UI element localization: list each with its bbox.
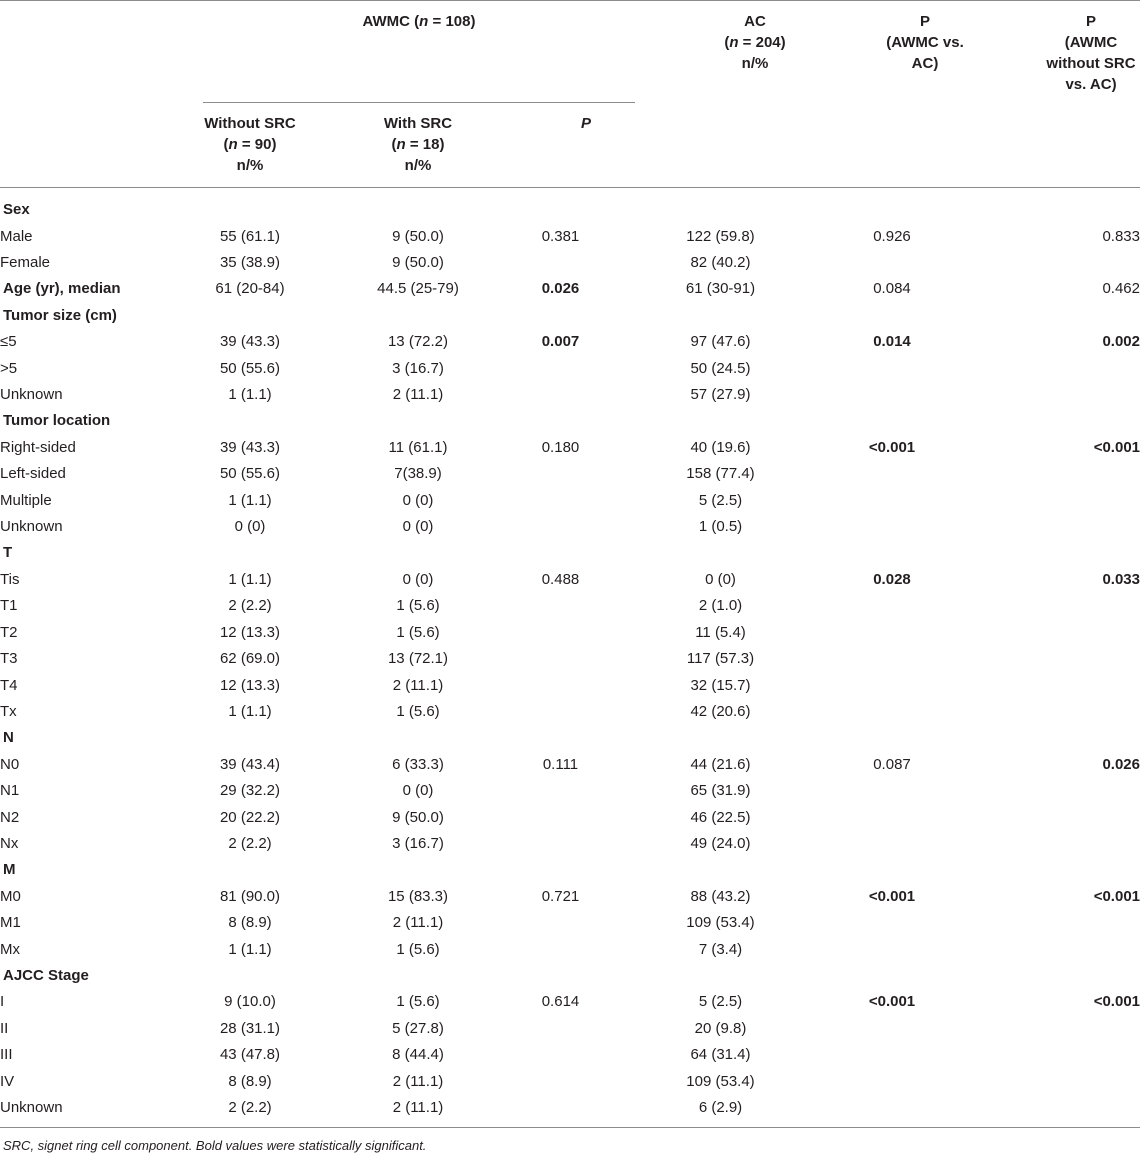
cell-p-awmc-without-src-vs-ac: <0.001 [1093,887,1140,905]
cell-without-src [175,197,325,223]
cell-ac: 158 (77.4) [686,465,755,483]
cell-p-awmc-without-src-vs-ac [953,963,1140,989]
cell-p [511,963,610,989]
cell-p-awmc-vs-ac [831,514,953,540]
cell-with-src: 7(38.9) [394,465,442,483]
cell-p-awmc-vs-ac: 0.926 [873,227,911,245]
cell-label: Unknown [0,386,63,404]
cell-p [511,408,610,434]
table-row [0,197,1140,223]
cell-with-src: 2 (11.1) [392,676,444,694]
cell-label: III [0,1046,13,1064]
cell-without-src [175,857,325,883]
cell-without-src: 1 (1.1) [228,386,272,404]
cell-p [511,699,610,725]
bottom-rule [0,1127,1140,1128]
table-row [0,435,1140,461]
cell-p [511,910,610,936]
cell-with-src: 8 (44.4) [392,1046,444,1064]
cell-ac: 6 (2.9) [698,1099,743,1117]
cell-p-awmc-without-src-vs-ac: 0.033 [1102,570,1140,588]
cell-p [511,646,610,672]
cell-label: M [3,861,16,879]
cell-p-awmc-vs-ac [831,699,953,725]
cell-p-awmc-without-src-vs-ac [953,303,1140,329]
cell-with-src: 44.5 (25-79) [377,280,459,298]
header-rule [0,187,1140,188]
table-row [0,355,1140,381]
cell-ac [610,963,831,989]
cell-ac: 57 (27.9) [690,386,751,404]
cell-ac: 2 (1.0) [698,597,743,615]
cell-p-awmc-without-src-vs-ac [953,699,1140,725]
cell-label: N [3,729,14,747]
cell-with-src: 1 (5.6) [396,940,440,958]
cell-label: I [0,993,5,1011]
table-row [0,699,1140,725]
cell-label: Left-sided [0,465,66,483]
cell-p-awmc-without-src-vs-ac [953,672,1140,698]
cell-label: Sex [3,201,30,219]
cell-without-src: 8 (8.9) [228,1072,272,1090]
cell-label: Tumor location [3,412,111,430]
cell-p [511,1042,610,1068]
cell-p-awmc-without-src-vs-ac [953,936,1140,962]
cell-p [511,514,610,540]
cell-p-awmc-without-src-vs-ac [953,620,1140,646]
table-row [0,593,1140,619]
cell-without-src [175,303,325,329]
cell-without-src: 2 (2.2) [228,597,272,615]
cell-p-awmc-without-src-vs-ac [953,646,1140,672]
cell-p-awmc-without-src-vs-ac [953,1068,1140,1094]
table-row [0,487,1140,513]
cell-p [511,461,610,487]
cell-without-src: 9 (10.0) [224,993,276,1011]
cell-p [511,197,610,223]
cell-ac: 49 (24.0) [690,834,751,852]
table-row [0,963,1140,989]
header-p-awmc-without-src-vs-ac: P (AWMC without SRC vs. AC) [1046,13,1136,93]
cell-ac: 50 (24.5) [690,359,751,377]
cell-with-src: 2 (11.1) [392,1072,444,1090]
table-row [0,672,1140,698]
cell-with-src: 3 (16.7) [392,834,444,852]
cell-label: Unknown [0,518,63,536]
cell-without-src: 39 (43.4) [219,755,281,773]
cell-label: AJCC Stage [3,966,89,984]
table-row [0,514,1140,540]
cell-p-awmc-without-src-vs-ac [953,461,1140,487]
cell-without-src: 20 (22.2) [219,808,281,826]
cell-ac: 109 (53.4) [686,914,755,932]
cell-p-awmc-without-src-vs-ac: <0.001 [1093,993,1140,1011]
cell-ac [610,303,831,329]
cell-p-awmc-without-src-vs-ac [953,487,1140,513]
cell-p [511,1095,610,1121]
cell-ac: 97 (47.6) [690,333,751,351]
cell-with-src [325,857,511,883]
cell-with-src: 0 (0) [402,570,434,588]
table-row [0,1016,1140,1042]
cell-ac [610,857,831,883]
cell-p [511,1016,610,1042]
cell-without-src: 28 (31.1) [219,1019,281,1037]
cell-without-src: 39 (43.3) [219,333,281,351]
cell-p: 0.381 [541,227,580,245]
cell-with-src [325,197,511,223]
cell-label: N0 [0,755,20,773]
cell-ac: 0 (0) [705,570,736,588]
cell-p-awmc-without-src-vs-ac [953,250,1140,276]
cell-p-awmc-without-src-vs-ac [953,593,1140,619]
top-rule [0,0,1140,1]
cell-with-src: 1 (5.6) [396,597,440,615]
table-row [0,223,1140,249]
cell-label: Tx [0,702,17,720]
cell-label: M1 [0,914,21,932]
footnote: SRC, signet ring cell component. Bold values were statistically significant. [3,1138,427,1153]
cell-p-awmc-vs-ac [831,778,953,804]
cell-p-awmc-without-src-vs-ac [953,804,1140,830]
table-row [0,884,1140,910]
cell-p-awmc-vs-ac [831,804,953,830]
cell-p-awmc-without-src-vs-ac [953,910,1140,936]
cell-ac [610,197,831,223]
header-without-src: Without SRC (n = 90) n/% [204,115,296,174]
cell-p-awmc-vs-ac: <0.001 [868,438,916,456]
cell-p-awmc-without-src-vs-ac: 0.002 [1102,333,1140,351]
cell-p-awmc-without-src-vs-ac [953,540,1140,566]
cell-with-src [325,540,511,566]
cell-label: Right-sided [0,438,76,456]
cell-p: 0.180 [541,438,580,456]
cell-p-awmc-vs-ac [831,620,953,646]
table-row [0,303,1140,329]
cell-with-src [325,408,511,434]
header-with-src: With SRC (n = 18) n/% [383,115,453,174]
cell-p-awmc-vs-ac [831,1016,953,1042]
cell-with-src: 2 (11.1) [392,914,444,932]
cell-ac: 109 (53.4) [686,1072,755,1090]
cell-ac: 7 (3.4) [698,940,743,958]
cell-ac: 46 (22.5) [690,808,751,826]
cell-without-src: 1 (1.1) [228,940,272,958]
table-row [0,857,1140,883]
table-row [0,540,1140,566]
cell-p-awmc-without-src-vs-ac [953,514,1140,540]
cell-ac: 11 (5.4) [695,623,746,641]
cell-label: Unknown [0,1099,63,1117]
cell-label: IV [0,1072,15,1090]
cell-with-src [325,303,511,329]
cell-ac: 82 (40.2) [690,254,751,272]
cell-ac: 32 (15.7) [690,676,751,694]
cell-without-src: 50 (55.6) [219,465,281,483]
cell-ac [610,540,831,566]
cell-label: Multiple [0,491,52,509]
cell-ac: 61 (30-91) [685,280,756,298]
table-row [0,382,1140,408]
cell-p-awmc-without-src-vs-ac [953,778,1140,804]
cell-label: Tumor size (cm) [3,306,117,324]
cell-p-awmc-vs-ac [831,646,953,672]
cell-p [511,831,610,857]
cell-without-src: 61 (20-84) [215,280,285,298]
cell-with-src: 9 (50.0) [392,808,444,826]
cell-p-awmc-without-src-vs-ac [953,857,1140,883]
cell-label: N2 [0,808,20,826]
cell-with-src: 5 (27.8) [392,1019,444,1037]
cell-p [511,540,610,566]
cell-ac: 122 (59.8) [686,227,755,245]
cell-p: 0.614 [541,993,580,1011]
cell-without-src: 81 (90.0) [219,887,281,905]
cell-p-awmc-vs-ac: 0.028 [873,570,911,588]
header-p-awmc-vs-ac: P (AWMC vs. AC) [886,13,964,72]
cell-p-awmc-vs-ac [831,963,953,989]
cell-label: Male [0,227,33,245]
cell-p: 0.007 [541,333,580,351]
cell-label: N1 [0,782,20,800]
cell-label: ≤5 [0,333,17,351]
cell-without-src: 1 (1.1) [228,702,272,720]
cell-label: T3 [0,650,18,668]
cell-ac: 42 (20.6) [690,702,751,720]
cell-p-awmc-vs-ac: <0.001 [868,887,916,905]
cell-p-awmc-vs-ac [831,936,953,962]
cell-p-awmc-vs-ac [831,408,953,434]
cell-ac: 40 (19.6) [690,438,751,456]
cell-with-src: 1 (5.6) [396,623,440,641]
table-row [0,329,1140,355]
cell-label: T1 [0,597,18,615]
table-row [0,620,1140,646]
cell-with-src [325,725,511,751]
cell-ac [610,408,831,434]
cell-p-awmc-without-src-vs-ac [953,355,1140,381]
table-row [0,250,1140,276]
cell-p-awmc-without-src-vs-ac [953,725,1140,751]
cell-p-awmc-vs-ac [831,672,953,698]
table-row [0,1068,1140,1094]
cell-with-src: 13 (72.1) [387,650,449,668]
table-row [0,752,1140,778]
cell-without-src: 12 (13.3) [219,623,281,641]
cell-label: Age (yr), median [3,280,121,298]
cell-ac: 5 (2.5) [698,491,743,509]
cell-with-src: 2 (11.1) [392,386,444,404]
cell-p [511,250,610,276]
cell-label: >5 [0,359,18,377]
cell-p-awmc-without-src-vs-ac [953,1016,1140,1042]
cell-p [511,804,610,830]
cell-p-awmc-without-src-vs-ac [953,197,1140,223]
cell-with-src [325,963,511,989]
cell-p [511,382,610,408]
cell-p [511,725,610,751]
awmc-subrule [203,102,635,103]
cell-p-awmc-vs-ac [831,910,953,936]
cell-label: T [3,544,13,562]
cell-with-src: 3 (16.7) [392,359,444,377]
cell-ac: 88 (43.2) [690,887,751,905]
table-body [0,197,1140,1121]
table-row [0,461,1140,487]
cell-without-src: 39 (43.3) [219,438,281,456]
cell-p [511,672,610,698]
cell-without-src: 62 (69.0) [219,650,281,668]
cell-with-src: 2 (11.1) [392,1099,444,1117]
cell-ac: 5 (2.5) [698,993,743,1011]
cell-ac [610,725,831,751]
cell-p-awmc-vs-ac [831,831,953,857]
table-row [0,276,1140,302]
cell-p-awmc-vs-ac [831,1068,953,1094]
cell-ac: 1 (0.5) [698,518,743,536]
table-row [0,646,1140,672]
cell-p [511,303,610,329]
cell-ac: 44 (21.6) [690,755,751,773]
cell-p-awmc-without-src-vs-ac [953,1042,1140,1068]
cell-label: Female [0,254,51,272]
cell-p-awmc-vs-ac [831,540,953,566]
cell-ac: 65 (31.9) [690,782,751,800]
cell-p-awmc-without-src-vs-ac [953,1095,1140,1121]
cell-label: Nx [0,834,19,852]
cell-label: Tis [0,570,20,588]
cell-without-src [175,540,325,566]
table-row [0,1042,1140,1068]
cell-p-awmc-vs-ac [831,1042,953,1068]
cell-with-src: 6 (33.3) [392,755,444,773]
cell-ac: 20 (9.8) [694,1019,747,1037]
cell-p-awmc-vs-ac [831,461,953,487]
cell-with-src: 9 (50.0) [392,227,444,245]
cell-without-src: 50 (55.6) [219,359,281,377]
cell-p-awmc-vs-ac [831,1095,953,1121]
cell-p [511,1068,610,1094]
cell-label: T2 [0,623,18,641]
cell-with-src: 13 (72.2) [387,333,449,351]
table-row [0,804,1140,830]
cell-p-awmc-without-src-vs-ac: 0.462 [1102,280,1140,298]
cell-p-awmc-vs-ac [831,593,953,619]
cell-with-src: 11 (61.1) [388,438,448,456]
cell-p-awmc-without-src-vs-ac [953,408,1140,434]
cell-p-awmc-vs-ac [831,487,953,513]
cell-without-src: 35 (38.9) [219,254,281,272]
cell-p-awmc-vs-ac: 0.087 [873,755,911,773]
cell-p-awmc-vs-ac [831,355,953,381]
cell-without-src: 1 (1.1) [228,491,272,509]
cell-p-awmc-without-src-vs-ac: 0.833 [1102,227,1140,245]
cell-with-src: 0 (0) [402,518,434,536]
cell-p [511,857,610,883]
cell-label: T4 [0,676,18,694]
cell-p-awmc-vs-ac [831,857,953,883]
cell-p-awmc-vs-ac [831,197,953,223]
table-row [0,1095,1140,1121]
header-awmc: AWMC (n = 108) [362,13,476,30]
cell-without-src: 2 (2.2) [228,834,272,852]
header-p: P [580,115,591,132]
cell-with-src: 1 (5.6) [396,702,440,720]
cell-p-awmc-without-src-vs-ac: <0.001 [1093,438,1140,456]
cell-p-awmc-vs-ac [831,250,953,276]
cell-without-src: 12 (13.3) [219,676,281,694]
cell-p-awmc-vs-ac [831,382,953,408]
cell-p-awmc-vs-ac [831,303,953,329]
cell-p: 0.721 [541,887,580,905]
cell-with-src: 0 (0) [402,782,434,800]
cell-without-src: 43 (47.8) [219,1046,281,1064]
cell-p-awmc-without-src-vs-ac [953,382,1140,408]
cell-ac: 117 (57.3) [686,650,755,668]
cell-p [511,487,610,513]
table-row [0,408,1140,434]
cell-without-src: 8 (8.9) [228,914,272,932]
header-ac: AC (n = 204) n/% [724,13,786,72]
cell-p-awmc-vs-ac [831,725,953,751]
cell-p [511,778,610,804]
cell-p [511,936,610,962]
cell-p-awmc-vs-ac: 0.014 [873,333,911,351]
cell-label: Mx [0,940,20,958]
cell-p-awmc-vs-ac: 0.084 [873,280,911,298]
cell-p: 0.488 [541,570,580,588]
cell-without-src [175,725,325,751]
cell-p-awmc-without-src-vs-ac [953,831,1140,857]
cell-p: 0.111 [542,755,579,773]
cell-without-src: 2 (2.2) [228,1099,272,1117]
cell-with-src: 1 (5.6) [396,993,440,1011]
cell-p [511,593,610,619]
table-row [0,936,1140,962]
cell-without-src [175,408,325,434]
table-row [0,910,1140,936]
table-row [0,567,1140,593]
cell-p [511,620,610,646]
cell-without-src: 1 (1.1) [228,570,272,588]
table-row [0,831,1140,857]
data-table [0,197,1140,1121]
table-row [0,989,1140,1015]
cell-p: 0.026 [541,280,580,298]
cell-without-src: 0 (0) [234,518,266,536]
cell-label: II [0,1019,9,1037]
cell-label: M0 [0,887,21,905]
cell-without-src: 55 (61.1) [219,227,281,245]
cell-ac: 64 (31.4) [690,1046,751,1064]
cell-with-src: 15 (83.3) [387,887,449,905]
table-row [0,725,1140,751]
cell-with-src: 9 (50.0) [392,254,444,272]
cell-p [511,355,610,381]
table-row [0,778,1140,804]
cell-without-src: 29 (32.2) [219,782,281,800]
cell-without-src [175,963,325,989]
cell-p-awmc-without-src-vs-ac: 0.026 [1102,755,1140,773]
cell-with-src: 0 (0) [402,491,434,509]
cell-p-awmc-vs-ac: <0.001 [868,993,916,1011]
